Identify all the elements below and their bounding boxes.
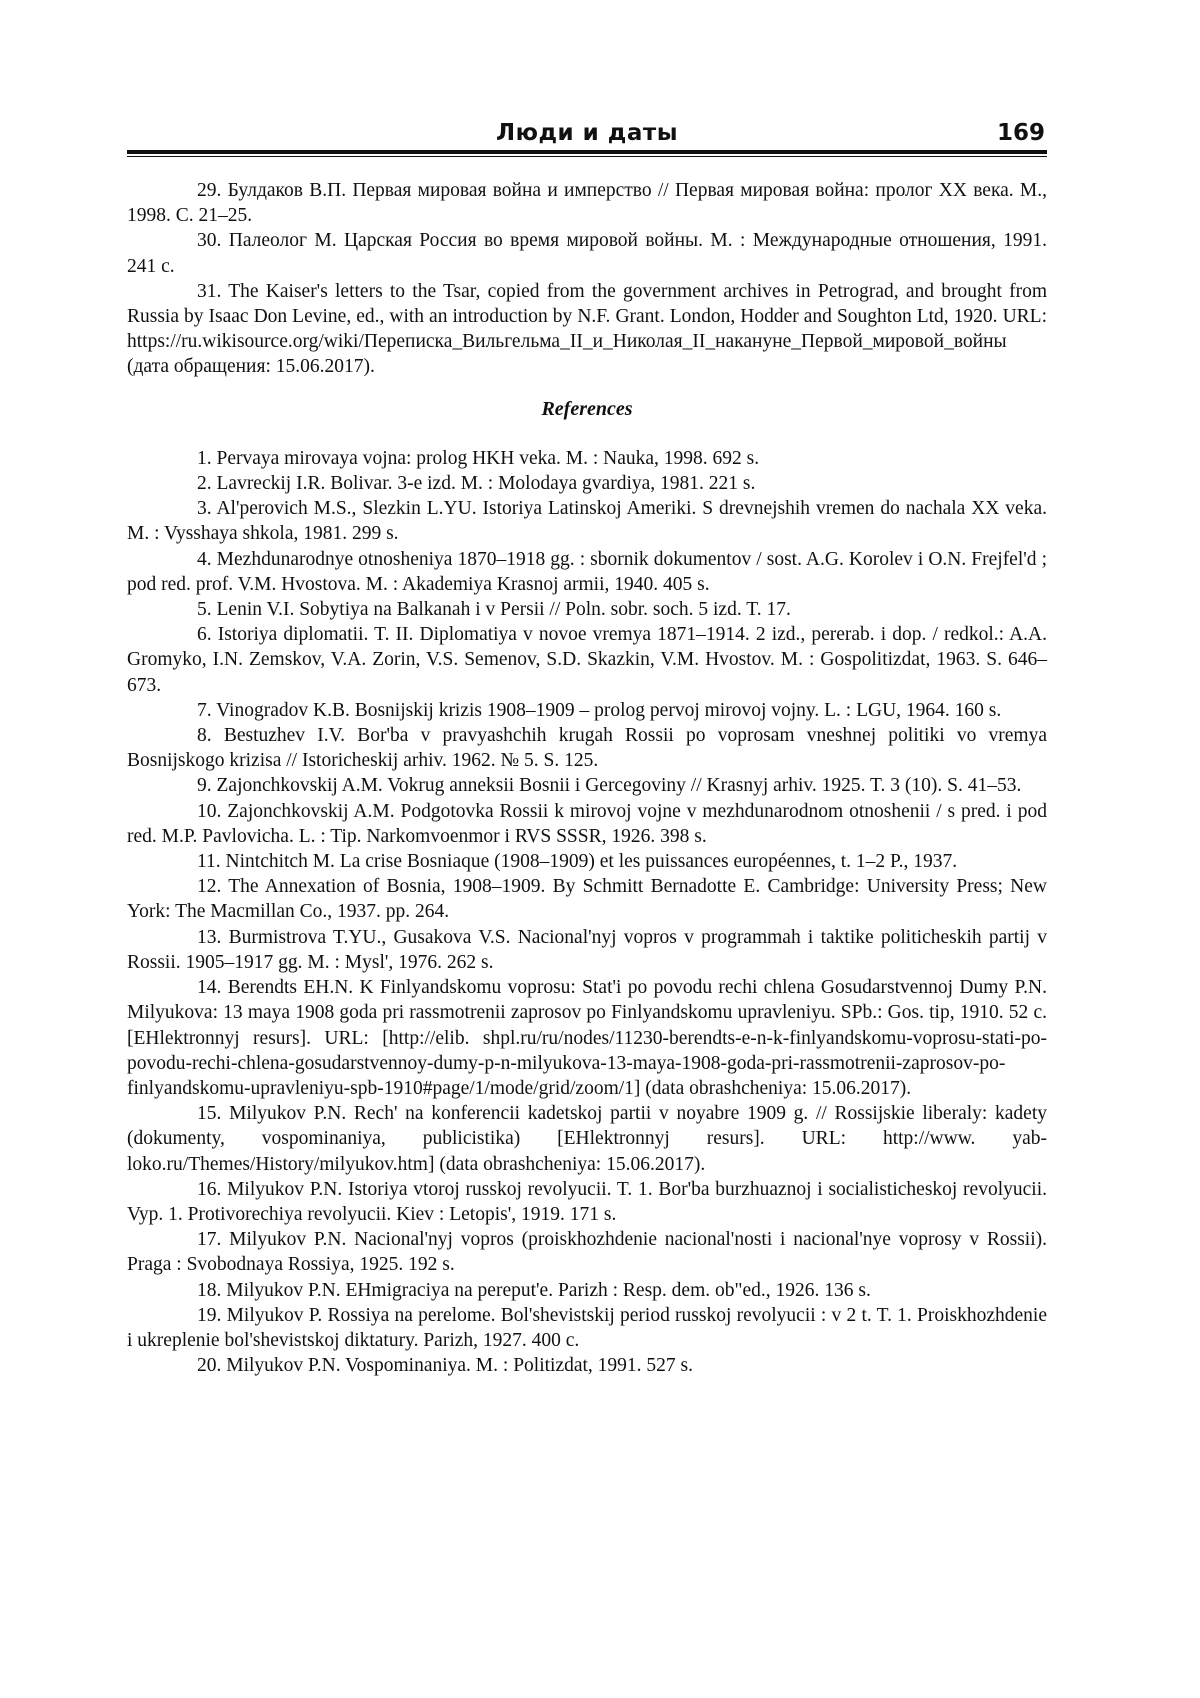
source-item: 31. The Kaiser's letters to the Tsar, copied from the government archives in Petrograd, and brought from Russia by Isaac Don Levine, ed., with an introduction by N.F. Grant. London, Hodder and Soughton Ltd, 1920. URL: https://ru.wikisource.org/wiki/Переписка_Вильгельма_II_и_Николая_II_накануне_Первой_мировой_войны (дата обращения: 15.06.2017). [127, 280, 1047, 378]
header-rule-thick [127, 150, 1047, 154]
reference-item: 11. Nintchitch M. La crise Bosniaque (1908–1909) et les puissances européennes, t. 1–2 P., 1937. [197, 851, 958, 873]
running-header [127, 120, 1047, 152]
reference-item: 15. Milyukov P.N. Rech' na konferencii kadetskoj partii v noyabre 1909 g. // Rossijskie liberaly: kadety (dokumenty, vospominaniya, publicistika) [EHlektronnyj resurs]. URL: http://www. yabloko.ru/Themes/History/milyukov.htm] (data obrashcheniya: 15.06.2017). [127, 1103, 1047, 1175]
page-body [127, 178, 1047, 1378]
reference-item: 10. Zajonchkovskij A.M. Podgotovka Rossii k mirovoj vojne v mezhdunarodnom otnoshenii / s pred. i pod red. M.P. Pavlovicha. L. : Tip. Narkomvoenmor i RVS SSSR, 1926. 398 s. [127, 800, 1047, 847]
source-item: 30. Палеолог М. Царская Россия во время мировой войны. М. : Международные отношения, 1991. 241 с. [127, 230, 1047, 277]
reference-item: 5. Lenin V.I. Sobytiya na Balkanah i v Persii // Poln. sobr. soch. 5 izd. T. 17. [197, 599, 791, 621]
reference-item: 17. Milyukov P.N. Nacional'nyj vopros (proiskhozhdenie nacional'nosti i nacional'nye voprosy v Rossii). Praga : Svobodnaya Rossiya, 1925. 192 s. [127, 1229, 1047, 1276]
reference-item: 16. Milyukov P.N. Istoriya vtoroj russkoj revolyucii. T. 1. Bor'ba burzhuaznoj i socialisticheskoj revolyucii. Vyp. 1. Protivorechiya revolyucii. Kiev : Letopis', 1919. 171 s. [127, 1178, 1047, 1225]
reference-item: 4. Mezhdunarodnye otnosheniya 1870–1918 gg. : sbornik dokumentov / sost. A.G. Korolev i O.N. Frejfel'd ; pod red. prof. V.M. Hvostova. M. : Akademiya Krasnoj armii, 1940. 405 s. [127, 548, 1047, 595]
reference-item: 13. Burmistrova T.YU., Gusakova V.S. Nacional'nyj vopros v programmah i taktike politicheskih partij v Rossii. 1905–1917 gg. M. : Mysl', 1976. 262 s. [127, 926, 1047, 973]
reference-item: 2. Lavreckij I.R. Bolivar. 3-e izd. M. : Molodaya gvardiya, 1981. 221 s. [197, 473, 756, 495]
reference-item: 3. Al'perovich M.S., Slezkin L.YU. Istoriya Latinskoj Ameriki. S drevnejshih vremen do nachala XX veka. M. : Vysshaya shkola, 1981. 299 s. [127, 498, 1047, 545]
header-rule-thin [127, 156, 1047, 157]
reference-item: 19. Milyukov P. Rossiya na perelome. Bol'shevistskij period russkoj revolyucii : v 2 t. T. 1. Proiskhozhdenie i ukreplenie bol'shevistskoj diktatury. Parizh, 1927. 400 c. [127, 1304, 1047, 1351]
reference-item: 14. Berendts EH.N. K Finlyandskomu voprosu: Stat'i po povodu rechi chlena Gosudarstvennoj Dumy P.N. Milyukova: 13 maya 1908 goda pri rassmotrenii zaprosov po Finlyandskomu upravleniyu. SPb.: Gos. tip, 1910. 52 c. [EHlektronnyj resurs]. URL: [http://elib. shpl.ru/ru/nodes/11230-berendts-e-n-k-finlyandskomu-voprosu-stati-po-povodu-rechi-chlena-gosudarstvennoy-dumy-p-n-milyukova-13-maya-1908-goda-pri-rassmotrenii-zaprosov-po-finlyandskomu-upravleniyu-spb-1910#page/1/mode/grid/zoom/1] (data obrashcheniya: 15.06.2017). [127, 977, 1047, 1099]
reference-item: 9. Zajonchkovskij A.M. Vokrug anneksii Bosnii i Gercegoviny // Krasnyj arhiv. 1925. T. 3 (10). S. 41–53. [197, 775, 1022, 797]
reference-item: 7. Vinogradov K.B. Bosnijskij krizis 1908–1909 – prolog pervoj mirovoj vojny. L. : LGU, 1964. 160 s. [197, 699, 1002, 721]
reference-item: 18. Milyukov P.N. EHmigraciya na pereput'e. Parizh : Resp. dem. ob"ed., 1926. 136 s. [197, 1279, 871, 1301]
reference-item: 6. Istoriya diplomatii. T. II. Diplomatiya v novoe vremya 1871–1914. 2 izd., pererab. i dop. / redkol.: A.A. Gromyko, I.N. Zemskov, V.A. Zorin, V.S. Semenov, S.D. Skazkin, V.M. Hvostov. M. : Gospolitizdat, 1963. S. 646–673. [127, 624, 1047, 696]
reference-item: 1. Pervaya mirovaya vojna: prolog HKH veka. M. : Nauka, 1998. 692 s. [197, 447, 760, 469]
references-heading: References [541, 397, 633, 420]
reference-item: 8. Bestuzhev I.V. Bor'ba v pravyashchih krugah Rossii po voprosam vneshnej politiki vo vremya Bosnijskogo krizisa // Istoricheskij arhiv. 1962. № 5. S. 125. [127, 725, 1047, 772]
source-item: 29. Булдаков В.П. Первая мировая война и имперство // Первая мировая война: пролог XX века. М., 1998. С. 21–25. [127, 180, 1047, 227]
page-number: 169 [996, 120, 1045, 146]
reference-item: 12. The Annexation of Bosnia, 1908–1909. By Schmitt Bernadotte E. Cambridge: University Press; New York: The Macmillan Co., 1937. pp. 264. [127, 876, 1047, 923]
running-header-title: Люди и даты [495, 120, 678, 146]
reference-item: 20. Milyukov P.N. Vospominaniya. M. : Politizdat, 1991. 527 s. [197, 1355, 694, 1377]
